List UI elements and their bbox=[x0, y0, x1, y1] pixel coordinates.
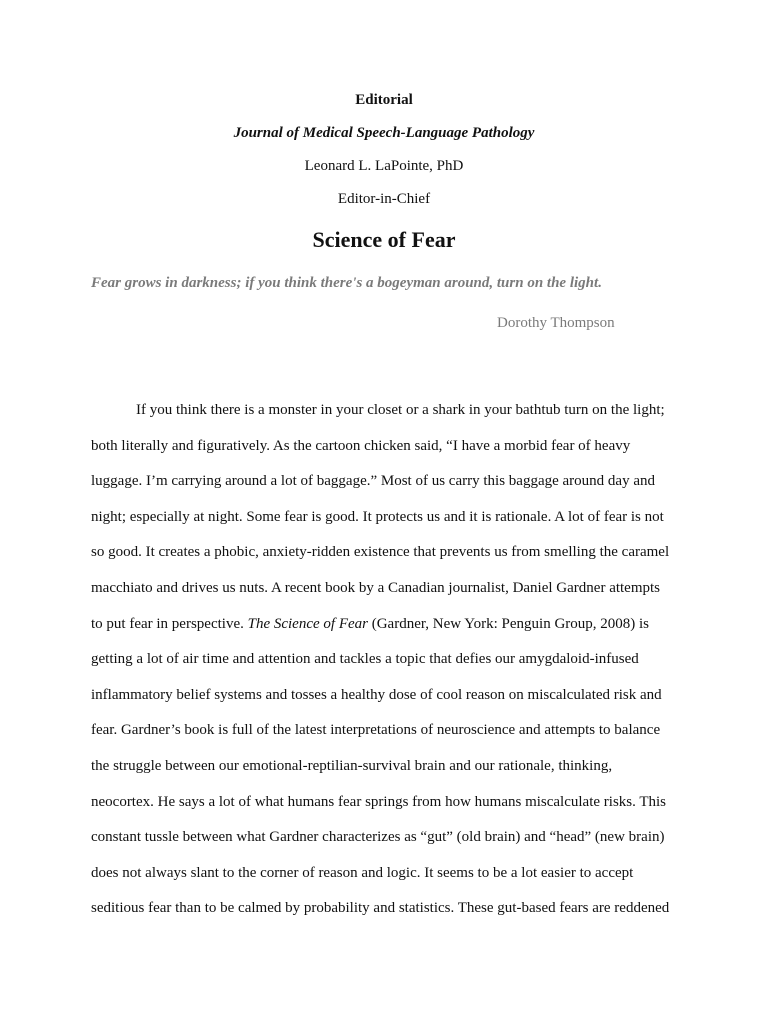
body-line: neocortex. He says a lot of what humans fear springs from how humans miscalculate risks. This bbox=[91, 793, 667, 810]
body-text-segment: (Gardner, New York: Penguin Group, 2008) is bbox=[367, 615, 650, 632]
body-line: inflammatory belief systems and tosses a healthy dose of cool reason on miscalculated risk and bbox=[91, 686, 662, 703]
body-line: does not always slant to the corner of reason and logic. It seems to be a lot easier to accept bbox=[91, 864, 634, 881]
article-body bbox=[91, 393, 677, 927]
body-line: both literally and figuratively. As the cartoon chicken said, “I have a morbid fear of heavy bbox=[91, 437, 631, 454]
section-heading: Editorial bbox=[355, 92, 413, 108]
author-name: Leonard L. LaPointe, PhD bbox=[304, 158, 464, 174]
body-line: night; especially at night. Some fear is good. It protects us and it is rationale. A lot of fear is not bbox=[91, 508, 664, 525]
body-line bbox=[91, 607, 677, 643]
article-title: Science of Fear bbox=[312, 227, 456, 252]
body-line: seditious fear than to be calmed by probability and statistics. These gut-based fears are reddened bbox=[91, 900, 670, 917]
body-line: luggage. I’m carrying around a lot of baggage.” Most of us carry this baggage around day and bbox=[91, 473, 655, 490]
author-role: Editor-in-Chief bbox=[337, 191, 431, 207]
body-line: fear. Gardner’s book is full of the latest interpretations of neuroscience and attempts to balance bbox=[91, 722, 661, 739]
book-title: The Science of Fear bbox=[247, 615, 368, 632]
body-line: If you think there is a monster in your closet or a shark in your bathtub turn on the light; bbox=[136, 402, 665, 418]
body-text-segment: to put fear in perspective. bbox=[91, 615, 248, 632]
body-line: so good. It creates a phobic, anxiety-ridden existence that prevents us from smelling the caramel bbox=[91, 544, 670, 561]
epigraph-attribution: Dorothy Thompson bbox=[497, 315, 615, 331]
body-line: the struggle between our emotional-reptilian-survival brain and our rationale, thinking, bbox=[91, 757, 613, 774]
body-line: getting a lot of air time and attention and tackles a topic that defies our amygdaloid-infused bbox=[91, 651, 639, 668]
journal-name: Journal of Medical Speech-Language Pathology bbox=[233, 125, 535, 141]
body-line: constant tussle between what Gardner characterizes as “gut” (old brain) and “head” (new brain) bbox=[91, 829, 665, 846]
epigraph-quote: Fear grows in darkness; if you think there's a bogeyman around, turn on the light. bbox=[91, 275, 602, 291]
body-line: macchiato and drives us nuts. A recent book by a Canadian journalist, Daniel Gardner attempts bbox=[91, 579, 661, 596]
